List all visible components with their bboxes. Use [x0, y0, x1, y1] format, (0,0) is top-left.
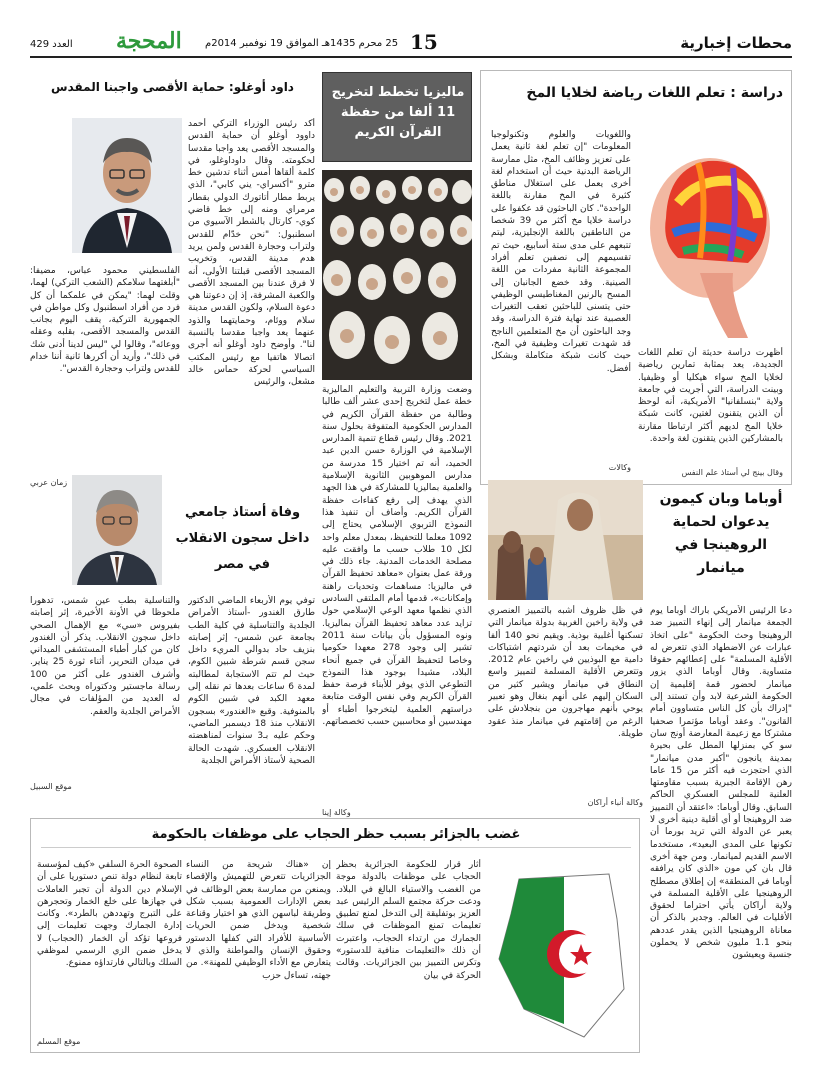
- quran-story-body: وضعت وزارة التربية والتعليم الماليزية خطة عمل لتخريج إحدى عشر ألف طالبا وطالبة من حفظة القرآن الكريم في المدارس الحكومية المتفوقة بحلول سنة 2021. وقال رئيس قطاع تنمية المدارس الإسلامية في الوزارة حسن الدين عبد الحميد، أنه تم اختيار 15 مدرسة من مدارس الموهوبين الثانوية الإسلامية والعلمية بماليزيا للمشاركة في هذا الجهد الذي يهدف إلى رفع كفاءات حفظة القرآن الكريم. وأضاف أن تنفيذ هذا النموذج التربوي الإسلامي يحتاج إلى 1092 معلما للتحفيظ، بمعدل معلم واحد لكل 10 طلاب حسب ما وافقت عليه مصلحة الخدمات المدنية. جاء ذلك في ورقة عمل بعنوان «معاهد تحفيظ القرآن في ماليزيا: مساهمات وتحديات راهنة وإمكانات»، قدمها أمام الملتقى السادس الذي نظمها معهد الوعي الإسلامي حول تزايد عدد معاهد تحفيظ القرآن بماليزيا. ونوه المسؤول بأن بيانات سنة 2011 تشير إلى وجود 278 معهدا حكوميا وخاصا لتحفيظ القرآن في جميع أنحاء البلاد، مشيدا بوجود هذا النموذج التطوعي الذي يوفر للأبناء فرصة حفظ القرآن الكريم وفي نفس الوقت متابعة دراستهم العلمية ليتخرجوا أطباء أو مهندسين أو محاسبين حسب تخصصاتهم.: [322, 385, 472, 728]
- obama-story-column-left: في ظل ظروف أشبه بالتمييز العنصري في ولاية راخين الغربية بدولة ميانمار التي تسكنها أغلبية بوذية. ويقيم نحو 140 ألفا في مخيمات بعد أن شردتهم اشتباكات دامية مع البوذيين في راخين عام 2012. وتتعرض الأقلية المسلمة لتمييز واسع النطاق في ميانمار ويشير كثير من السكان إليهم على أنهم بنغال وهو تعبير يوحي بأنهم مهاجرون من بنجلادش على الرغم من إقامتهم في ميانمار منذ عقود طويلة.: [488, 606, 643, 739]
- brain-study-column-right: أظهرت دراسة حديثة أن تعلم اللغات الجديدة، يعد بمثابة تمارين رياضية لخلايا المخ سواء هيكليا أو وظيفيا. وبينت الدراسة، التي أجريت في جامعة ولاية "بنسلفانيا" الأمريكية، أنه لوحظ أن الذين يتقنون لغتين، كانت شبكة خلايا المخ لديهم أكثر ارتباطا مقارنة بالمشاركين الذين يتقنون لغة واحدة.: [638, 348, 783, 445]
- obama-story-column-right: دعا الرئيس الأمريكي باراك أوباما يوم الجمعة ميانمار إلى إنهاء التمييز ضد الروهينجا وحث الحكومة "على اتخاذ عبارات عن الاضطهاد الذي تتعرض له الأقلية المسلمة" على إعطائهم حقوقا متساوية. وقال أوباما الذي يزور ميانمار لحضور قمة إقليمية إن الحكومة الشرعية لابد وأن تستند إلى "إدراك بأن كل الناس متساوون أمام القانون". وعقد أوباما مؤتمرا صحفيا مشتركا مع زعيمة المعارضة أونج سان سو كي بمنزلها المطل على بحيرة بمدينة يانجون "أكبر مدن ميانمار" الذي احتجزت فيه أكثر من 15 عاما رهن الإقامة الجبرية بسبب مقاومتها العلنية للمجلس العسكري الحاكم السابق. وقال أوباما: «اعتقد أن التمييز ضد الروهينجا أو أي أقلية دينية أخرى لا يعبر عن الدولة التي تريد بورما أن تكونها على المدى البعيد»، مستخدما الاسم القديم لميانمار. ومن جهة أخرى قال بان كي مون «الذي كان يرافقه أوباما في المنطقة» إن إطلاق مصطلح الروهينجيا على الأقلية المسلمة في ولاية أراكان يأتي احتراما لحقوق الأقليات في العالم. وجدير بالذكر أن معاناة الروهينجيا الذين يقدر عددهم بنحو 1.1 مليون شخص لا يحملون جنسية ويعيشون: [650, 606, 792, 961]
- algeria-story-column-3: الصحوة الحرة السلفي «كيف لمؤسسة تابعة لنظام دولة تنص دستوريا على أن الإسلام دين الدولة أن تجبر العاملات في جهازها على خلع الخمار وتحجرهن على التبرج وتهددهن بالطرد». وكانت إدارة الجمارك وجهت تعليمات إلى فروعها تؤكد أن الخمار (الحجاب) لا يدخل ضمن الزي الرسمي لموظفي السلك وبالتالي فارتداؤه ممنوع.: [37, 860, 182, 969]
- aqsa-story-column-left: الفلسطيني محمود عباس، مضيفا: "أبلغتهما سلامكم (الشعب التركي) لهما، وقلت لهما: "يمكن في علمكما أن كل فرد من أفراد اسطنبول وكل مواطن في الجمهورية التركية، يقف اليوم بجانب القدس والمسجد الأقصى، بقلبه وعقله ووعائه"، وقالوا لي "ليس لدينا أدنى شك في ذلك"، وأريد أن أكررها ثانية أننا خدام للقدس ولتراب وحجارة القدس".: [30, 266, 180, 375]
- ghandour-story-column-left: والتناسلية بطب عين شمس، تدهورا ملحوظا في الأونة الأخيرة، إثر إصابته بفيروس «سي» مع الإهمال الصحي داخل سجون الانقلاب. يذكر أن الغندور كان من كبار أطباء المستشفى الميداني في ميدان التحرير، أثناء ثورة 25 يناير. وأشرف الغندور على أكثر من 100 رسالة ماجستير ودكتوراه وبحث علمي، له العديد من المؤلفات في مجال الأمراض الجلدية والعقم.: [30, 596, 180, 717]
- newspaper-logo: المحجة: [116, 28, 182, 54]
- aqsa-story-credit: زمان عربي: [30, 478, 68, 487]
- brain-study-title: دراسة : تعلم اللغات رياضة لخلايا المخ: [526, 85, 783, 101]
- quran-story-credit: وكالة إينا: [322, 808, 351, 817]
- ghandour-story-title: وفاة أستاذ جامعي داخل سجون الانقلاب في مصر: [175, 505, 310, 572]
- brain-study-credit-line: وقال بينج لي أستاذ علم النفس: [681, 468, 783, 477]
- students-crowd-image: [322, 170, 472, 380]
- issue-number: العدد 429: [30, 39, 73, 50]
- aqsa-story-column-right: أكد رئيس الوزراء التركي أحمد داوود أوغلو أن حماية القدس والمسجد الأقصى يعد واجبا مقدسا لحكومته. وقال داوداوغلو، في كلمة ألقاها أمس أثناء تدشين خط مترو "أكسراي- يني كابي"، الذي يربط مطار أتاتورك الدولي بقطار مرمراي ومنه إلى خط قاضي كوي- كارتال بالشطر الآسيوي من اسطنبول: "نحن خدّام للقدس ولتراب وحجارة القدس ولمن يريد هدم مدينة القدس، وتخريب المسجد الأقصى قبلتنا الأولى، أنه لا فرق عندنا بين المسجد الأقصى والكعبة المشرفة، إذ إن دعوتنا هي دعوة السلام، ولكون القدس مدينة سلام ووئام، وحمايتهما والذود عنهما يعد واجبا مقدسا بالنسبة لنا". وأوضح داود أوغلو أنه أجرى اتصالا هاتفيا مع رئيس المكتب السياسي لحركة حماس خالد مشعل، والرئيس: [188, 119, 315, 388]
- page-number: 15: [410, 30, 438, 54]
- page-header: [30, 30, 792, 58]
- issue-date: 25 محرم 1435هـ الموافق 19 نوفمبر 2014م: [205, 38, 399, 49]
- davutoglu-photo: [72, 118, 182, 253]
- section-title: محطات إخبارية: [680, 34, 792, 52]
- obama-story-title: أوباما وبان كيمون يدعوان لحماية الروهينجا في ميانمار: [659, 491, 783, 576]
- ghandour-photo: [72, 475, 162, 585]
- aqsa-story-title: داود أوغلو: حماية الأقصى واجبنا المقدس: [51, 80, 294, 94]
- ghandour-story-column-right: توفي يوم الأربعاء الماضي الدكتور طارق الغندور -أستاذ الأمراض الجلدية والتناسلية في كلية الطب بجامعة عين شمس- إثر إصابته بنزيف حاد بدوالي المريء داخل سجن قسم شرطة شبين الكوم، حيث لم تتم الاستجابة لمطالبته لمدة 6 ساعات بعدها تم نقله إلى معهد الكبد في شبين الكوم بالمنوفية. وقبع «الغندور» بسجون الانقلاب منذ 18 ديسمبر الماضي، وحكم عليه بـ3 سنوات لمناهضته الانقلاب العسكري. شهدت الحالة الصحية لأستاذ الأمراض الجلدية: [188, 596, 315, 766]
- brain-study-column-left: واللغويات والعلوم وتكنولوجيا المعلومات "إن تعلم لغة ثانية يعمل على تعزيز وظائف المخ، مثل ممارسة الرياضة البدنية حيث أن استخدام لغة أخرى يعمل على استغلال مناطق كثيرة في المخ مقارنة باللغة الواحدة". كان الباحثون قد عكفوا على دراسة خلايا مخ أكثر من 39 شخصا من الناطقين باللغة الإنجليزية، ليتم تتبعهم على مدى ستة أسابيع، حيث تم تقسيمهم إلى نصفين تعلم أفراد المجموعة الثانية مفردات من اللغة الصينية. وقد خضع الجانبان إلى المسح بالرنين المغناطيسي الوظيفي حتى يتسنى للباحثين تعقب التغيرات العصبية عند نهاية فترة الدراسة، وقد وجد الباحثون أن مخ المتعلمين الناجح قد شهدت تغيرات وظيفية في المخ، حيث كانت شبكة متكاملة وبشكل أفضل.: [491, 130, 631, 374]
- portrait-image: [72, 118, 182, 253]
- brain-illustration: [638, 123, 783, 343]
- brain-study-article: [480, 70, 792, 485]
- algeria-hijab-article: [30, 818, 640, 1053]
- quran-students-photo: [322, 170, 472, 380]
- algeria-story-column-1: أثار قرار للحكومة الجزائرية بحظر الحجاب على موظفات بالدولة موجة من الغضب والاستياء البالغ في البلاد. ودعت حركة مجتمع السلم الرئيس عبد العزيز بوتفليقة إلى التدخل لمنع تطبيق تعليمات تمنع الموظفات في سلك الجمارك من ارتداء الحجاب، واعتبرت أن ذلك «التعليمات منافية للدستور» وتكرس التمييز بين الجزائريات. وقالت الحركة في بيان: [336, 860, 481, 981]
- ghandour-portrait-image: [72, 475, 162, 585]
- algeria-story-title: غضب بالجزائر بسبب حظر الحجاب على موظفات بالحكومة: [41, 827, 631, 848]
- algeria-map-image: [489, 859, 629, 1044]
- algeria-story-column-2: إن «هناك شريحة من النساء الجزائريات تتعرض للتهميش والإقصاء ويمنعن من ممارسة بعض الوظائف في بعض الإدارات العمومية بسبب شكل وطريقة لباسهن الذي هو اختيار وقناعة شخصية ويدخل ضمن الحريات الأساسية للأفراد التي كفلها الدستور وحقوق الإنسان والمواطنة والذي لا يتعارض مع الأداء الوظيفي للمهنة». من جهته، تساءل حزب: [186, 860, 331, 981]
- obama-story-credit: وكالة أنباء أراكان: [587, 798, 643, 807]
- quran-story-title: ماليزيا تخطط لتخريج 11 ألفا من حفظة القرآن الكريم: [331, 85, 465, 140]
- rohingya-photo: [488, 480, 643, 600]
- rohingya-women-image: [488, 480, 643, 600]
- algeria-story-credit: موقع المسلم: [37, 1037, 81, 1046]
- brain-study-source: وكالات: [608, 463, 631, 472]
- algeria-map-flag: [489, 859, 629, 1044]
- ghandour-story-credit: موقع السبيل: [30, 782, 72, 791]
- brain-image: [638, 123, 783, 343]
- quran-title-box: [322, 72, 472, 162]
